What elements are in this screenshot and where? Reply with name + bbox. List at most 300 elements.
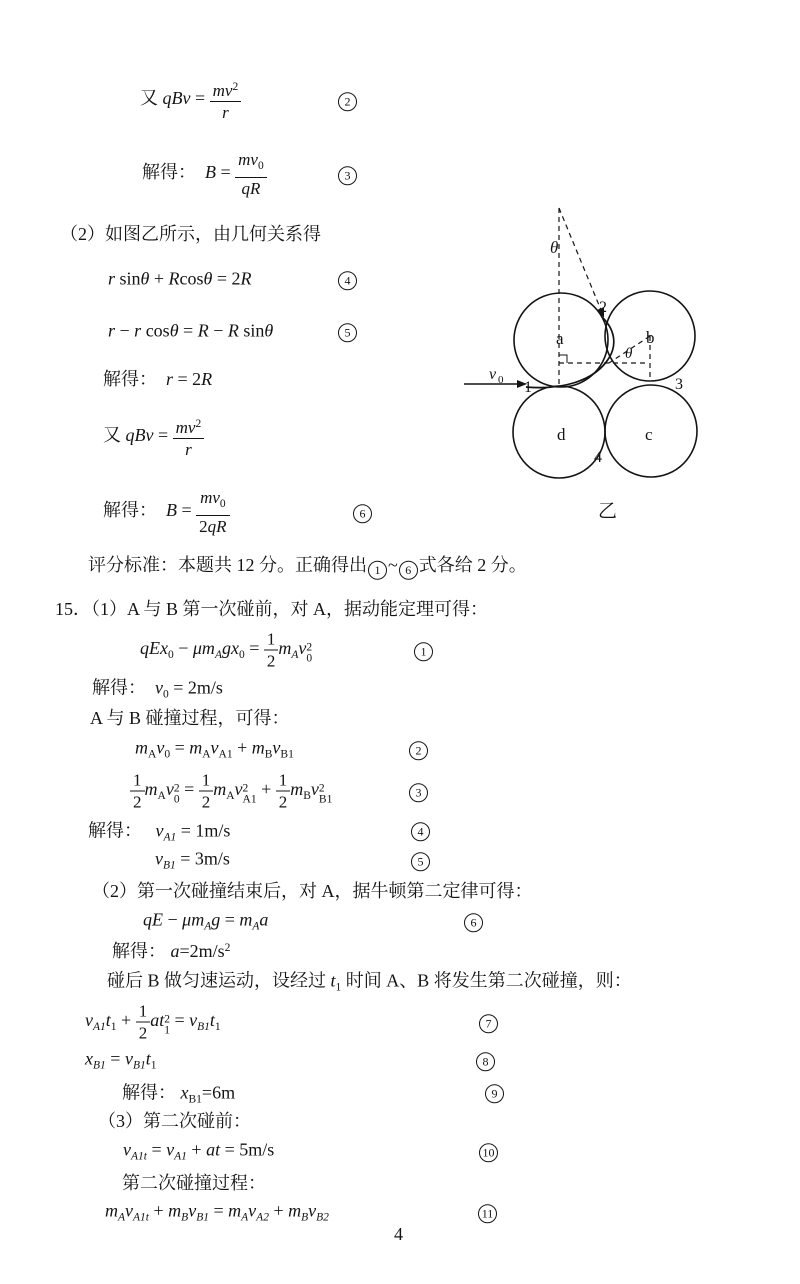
fraction-numerator [199, 770, 214, 792]
equation-number-wrap [353, 501, 372, 523]
text-run: R [227, 320, 239, 341]
text-run: 0 [163, 688, 169, 701]
equation-number: 2 [338, 92, 357, 111]
text-run: A [252, 920, 260, 933]
text-run: A 与 B 碰撞过程，可得： [90, 708, 290, 728]
text-run: mv [200, 488, 220, 507]
equation-number-wrap [464, 910, 483, 932]
equation-number-wrap [478, 1201, 497, 1223]
equation-number: 4 [338, 271, 357, 290]
text-run: v [85, 1010, 93, 1031]
text-run: 解得： [88, 820, 156, 841]
text-run: v [248, 1200, 257, 1221]
line-content [88, 817, 230, 844]
subscript: 0 [306, 652, 313, 665]
text-run: 1 [335, 981, 342, 994]
text-run: 0 [257, 160, 264, 172]
text-run: qR [241, 179, 261, 198]
fraction [276, 770, 291, 813]
fraction-denominator [264, 651, 279, 672]
text-run: v [272, 737, 281, 758]
text-run: 又 [103, 425, 126, 446]
line-content [92, 674, 223, 701]
text-run: B [181, 1211, 189, 1224]
fraction [130, 770, 145, 813]
text-run: g [211, 909, 221, 930]
v0-sub-label: 0 [498, 374, 504, 386]
text-run: x [180, 1082, 189, 1103]
fraction-denominator [235, 178, 267, 199]
text-run: x [85, 1048, 93, 1069]
text-run: v [188, 1200, 197, 1221]
fraction-denominator [276, 792, 291, 813]
text-run: = [153, 425, 173, 446]
fraction-numerator [210, 77, 242, 102]
figure-yi [440, 195, 730, 525]
text-run: m [288, 1200, 302, 1221]
text-run: t [105, 1010, 111, 1031]
text-run: 2 [224, 942, 231, 954]
text-run: θ [140, 268, 150, 289]
line-content [103, 414, 204, 460]
text-run: 1 [214, 1021, 221, 1034]
text-run: 解得： [142, 162, 205, 183]
text-run: 解得： [92, 677, 155, 698]
text-run: ~ [388, 554, 398, 575]
equation-number: 5 [411, 852, 430, 871]
text-run: A [204, 920, 212, 933]
text-run: v [165, 779, 174, 800]
text-run: B [166, 500, 177, 521]
text-run: B [205, 162, 216, 183]
text-run: B2 [316, 1211, 329, 1224]
label-d: d [557, 425, 566, 444]
text-run: 解得： [103, 369, 166, 389]
fraction-denominator [136, 1023, 151, 1044]
text-run: v [308, 1200, 317, 1221]
equation-number: 10 [479, 1143, 498, 1162]
text-run: （2）第一次碰撞结束后，对 A，据牛顿第二定律可得： [92, 881, 533, 901]
text-run: r [134, 320, 142, 341]
text-run: v [234, 779, 243, 800]
fraction-denominator [210, 102, 242, 123]
text-run: mv [212, 81, 233, 100]
text-run: v [156, 737, 165, 758]
text-run: A1 [174, 1150, 187, 1163]
equation-number: 4 [411, 822, 430, 841]
apex-chord-dashed-line [559, 208, 601, 310]
line-content [155, 849, 230, 872]
text-run: = [220, 909, 240, 930]
text-run: A1t [133, 1211, 150, 1224]
subscript: A1 [242, 793, 257, 806]
text-run: = [105, 1048, 125, 1069]
line-content [103, 487, 230, 537]
text-run: B1 [196, 1211, 209, 1224]
line-content [85, 1049, 156, 1072]
text-run: 1 [201, 770, 211, 790]
text-run: 2 [138, 1023, 148, 1043]
text-run: = 2m/s [168, 677, 223, 698]
text-run: qBv [125, 425, 154, 446]
line-content [142, 149, 267, 199]
text-run: a [170, 941, 180, 961]
equation-number-wrap [338, 163, 357, 185]
text-run: = [179, 779, 199, 800]
label-point-1: 1 [524, 379, 532, 396]
equation-number: 6 [353, 504, 372, 523]
text-run: （3）第二次碰前： [98, 1111, 251, 1131]
text-run: =2m/s [179, 941, 225, 961]
sup-sub-stack [243, 784, 257, 805]
text-run: R [168, 268, 180, 289]
fraction-numerator [264, 629, 279, 651]
text-run: 解得： [103, 500, 166, 521]
text-run: v [298, 638, 307, 659]
text-run: sin [115, 268, 141, 289]
text-run: B1 [132, 1059, 146, 1072]
equation-number-wrap [485, 1081, 504, 1103]
text-run: θ [203, 268, 213, 289]
text-run: 2 [232, 81, 239, 93]
text-run: A [291, 649, 299, 662]
text-run: qBv [162, 88, 191, 109]
equation-number-wrap [476, 1049, 495, 1071]
text-run: 碰后 B 做匀速运动，设经过 [107, 970, 331, 991]
text-run: m [144, 779, 158, 800]
text-run: 又 [140, 88, 163, 109]
line-content [55, 595, 488, 621]
fraction [196, 487, 229, 537]
line-content [122, 1079, 235, 1106]
text-run: =6m [201, 1082, 236, 1103]
text-run: + [268, 1200, 289, 1221]
line-content [108, 269, 252, 290]
text-run: qEx [140, 638, 168, 659]
fraction-denominator [196, 516, 229, 537]
text-run: = [177, 500, 197, 521]
text-run: = [169, 1010, 190, 1031]
text-run: mv [175, 418, 196, 437]
right-angle-mark [559, 355, 567, 363]
text-run: = 5m/s [220, 1139, 275, 1160]
fraction-denominator [173, 439, 205, 460]
text-run: B1 [188, 1093, 202, 1106]
text-run: v [166, 1139, 175, 1160]
text-run: A [148, 748, 157, 761]
equation-number-wrap [479, 1140, 498, 1162]
theta-mid-label: θ [625, 346, 633, 362]
text-run: v [189, 1010, 198, 1031]
text-run: m [105, 1200, 118, 1221]
text-run: at [206, 1139, 221, 1160]
text-run: v [310, 779, 319, 800]
equation-number: 1 [414, 642, 433, 661]
theta-top-label: θ [550, 238, 559, 257]
text-run: = 2 [212, 268, 241, 289]
label-point-3: 3 [675, 376, 683, 393]
label-c: c [645, 425, 653, 444]
text-run: = 3m/s [175, 848, 230, 869]
fraction [173, 414, 205, 460]
fraction-numerator [235, 149, 267, 178]
text-run: = [170, 737, 190, 758]
text-run: 2 [199, 517, 208, 536]
text-run: B1 [93, 1059, 106, 1072]
text-run: 时间 A、B 将发生第二次碰撞，则： [341, 970, 632, 991]
text-run: = [208, 1200, 229, 1221]
text-run: r [166, 369, 174, 389]
text-run: 0 [219, 498, 226, 510]
superscript: 2 [306, 641, 313, 654]
text-run: 2 [195, 418, 202, 430]
text-run: r [222, 103, 229, 122]
text-run: r [108, 268, 116, 289]
equation-number: 5 [338, 323, 357, 342]
figure-caption: 乙 [598, 501, 618, 522]
text-run: r [108, 320, 116, 341]
text-run: mv [238, 150, 258, 169]
line-content [143, 910, 268, 933]
text-run: A1t [131, 1150, 147, 1163]
subscript: 0 [173, 793, 180, 806]
text-run: B [264, 748, 273, 761]
equation-number-wrap [414, 639, 433, 661]
text-run: t [330, 970, 336, 991]
line-content [103, 365, 212, 391]
subscript: 1 [164, 1024, 170, 1037]
text-run: = [244, 638, 264, 659]
text-run: B [301, 1211, 309, 1224]
text-run: A [202, 748, 211, 761]
text-run: μm [182, 909, 205, 930]
fraction [235, 149, 267, 199]
line-content [122, 1169, 266, 1195]
text-run: 2 [278, 792, 288, 812]
text-run: 解得： [112, 941, 171, 961]
text-run: − [208, 320, 228, 341]
text-run: A1 [93, 1021, 106, 1034]
equation-number-wrap [409, 738, 428, 760]
page-number: 4 [394, 1224, 403, 1244]
equation-number-wrap [411, 819, 430, 841]
superscript: 2 [164, 1013, 170, 1026]
line-content [108, 321, 273, 342]
text-run: m [135, 737, 148, 758]
equation-number-wrap [338, 320, 357, 342]
text-run: 1 [133, 770, 142, 790]
equation-number-wrap [338, 89, 357, 111]
text-run: θ [264, 320, 274, 341]
equation-number: 2 [409, 741, 428, 760]
fraction [264, 629, 279, 672]
text-run: sin [238, 320, 265, 341]
line-content [85, 1001, 221, 1044]
fraction-numerator [173, 414, 205, 439]
text-run: cos [141, 320, 170, 341]
superscript: 2 [242, 782, 249, 795]
equation-number: 8 [476, 1052, 495, 1071]
text-run: v [210, 737, 219, 758]
text-run: 解得： [122, 1082, 181, 1103]
line-content [140, 629, 312, 672]
text-run: 15．（1）A 与 B 第一次碰前，对 A，据动能定理可得： [55, 599, 489, 619]
fraction-numerator [276, 770, 291, 792]
text-run: 评分标准：本题共 12 分。正确得出 [88, 554, 367, 575]
figure-yi-svg [440, 195, 730, 525]
equation-number: 9 [485, 1084, 504, 1103]
fraction-numerator [130, 770, 145, 792]
line-content [135, 738, 294, 761]
text-run: 式各给 2 分。 [418, 554, 527, 575]
label-point-4: 4 [594, 449, 602, 466]
line-content [140, 77, 241, 123]
text-run: = [178, 320, 198, 341]
line-content [107, 967, 632, 994]
line-content [90, 704, 290, 730]
label-b: b [646, 328, 655, 347]
text-run: − [173, 638, 193, 659]
text-run: B1 [280, 748, 294, 761]
equation-number: 6 [464, 913, 483, 932]
text-run: m [239, 909, 253, 930]
text-run: A [118, 1211, 126, 1224]
line-content [123, 1140, 274, 1163]
text-run: v [124, 1048, 133, 1069]
text-run: m [189, 737, 203, 758]
text-run: μm [192, 638, 215, 659]
line-content [112, 937, 230, 963]
text-run: = 1m/s [176, 820, 231, 841]
text-run: r [185, 440, 192, 459]
text-run: 1 [266, 629, 276, 649]
text-run: = [190, 88, 210, 109]
text-run: m [251, 737, 265, 758]
equation-number: 3 [409, 783, 428, 802]
line-content [60, 220, 321, 246]
text-run: m [168, 1200, 182, 1221]
text-run: = [216, 162, 236, 183]
text-run: qE [143, 909, 163, 930]
text-run: 1 [138, 1001, 148, 1021]
text-run: + [232, 737, 252, 758]
subscript: B1 [318, 793, 333, 806]
fraction-denominator [130, 792, 145, 813]
text-run: + [186, 1139, 207, 1160]
label-a: a [556, 329, 564, 348]
text-run: t [209, 1010, 215, 1031]
fraction-numerator [196, 487, 229, 516]
text-run: m [290, 779, 304, 800]
text-run: 2 [133, 792, 142, 812]
superscript: 2 [173, 782, 180, 795]
text-run: R [201, 369, 213, 389]
text-run: gx [221, 638, 239, 659]
text-run: 2 [266, 651, 276, 671]
text-run: A1 [163, 831, 177, 844]
text-run: − [163, 909, 183, 930]
text-run: 2 [201, 792, 211, 812]
text-run: at [150, 1010, 165, 1031]
text-run: 第二次碰撞过程： [122, 1173, 266, 1193]
text-run: + [149, 1200, 169, 1221]
equation-number-inline: 6 [399, 560, 418, 579]
text-run: m [278, 638, 292, 659]
text-run: 0 [167, 649, 174, 662]
text-run: 1 [278, 770, 288, 790]
text-run: qR [207, 517, 227, 536]
text-run: v [123, 1139, 131, 1160]
fraction [210, 77, 242, 123]
text-run: − [115, 320, 135, 341]
text-run: + [256, 779, 276, 800]
line-content [105, 1201, 329, 1224]
text-run: A [226, 790, 235, 803]
text-run: m [228, 1200, 242, 1221]
text-run: 1 [110, 1021, 117, 1034]
fraction [199, 770, 214, 813]
text-run: θ [169, 320, 179, 341]
text-run: cos [179, 268, 204, 289]
text-run: A1 [218, 748, 233, 761]
text-run: v [155, 820, 164, 841]
equation-number: 7 [479, 1014, 498, 1033]
equation-number-wrap [479, 1011, 498, 1033]
text-run: m [213, 779, 227, 800]
text-run: = 2 [173, 369, 202, 389]
text-run: A2 [256, 1211, 269, 1224]
text-run: A [241, 1211, 249, 1224]
equation-number: 3 [338, 166, 357, 185]
text-run: a [259, 909, 269, 930]
trajectory-arc [526, 318, 614, 388]
text-run: + [149, 268, 169, 289]
line-content [88, 551, 527, 580]
text-run: 0 [238, 649, 245, 662]
sup-sub-stack [319, 784, 332, 805]
text-run: B1 [163, 859, 176, 872]
line-content [130, 770, 332, 813]
equation-number-inline: 1 [368, 560, 387, 579]
text-run: B [303, 790, 311, 803]
v0-label: v [489, 366, 497, 383]
fraction-denominator [199, 792, 214, 813]
text-run: v [155, 848, 163, 869]
text-run: + [116, 1010, 136, 1031]
sup-sub-stack [306, 643, 312, 664]
equation-number-wrap [338, 268, 357, 290]
fraction-numerator [136, 1001, 151, 1023]
text-run: A [214, 649, 222, 662]
equation-number: 11 [478, 1204, 497, 1223]
fraction [136, 1001, 151, 1044]
equation-number-wrap [411, 849, 430, 871]
superscript: 2 [318, 782, 325, 795]
text-run: R [240, 268, 252, 289]
line-content [92, 877, 533, 903]
text-run: v [155, 677, 163, 698]
label-point-2: 2 [599, 299, 607, 316]
text-run: = [146, 1139, 167, 1160]
text-run: v [125, 1200, 134, 1221]
text-run: （2）如图乙所示，由几何关系得 [60, 224, 321, 244]
text-run: R [197, 320, 209, 341]
text-run: 0 [164, 748, 171, 761]
equation-number-wrap [409, 780, 428, 802]
text-run: 1 [150, 1059, 157, 1072]
line-content [98, 1107, 251, 1133]
text-run: B1 [197, 1021, 210, 1034]
